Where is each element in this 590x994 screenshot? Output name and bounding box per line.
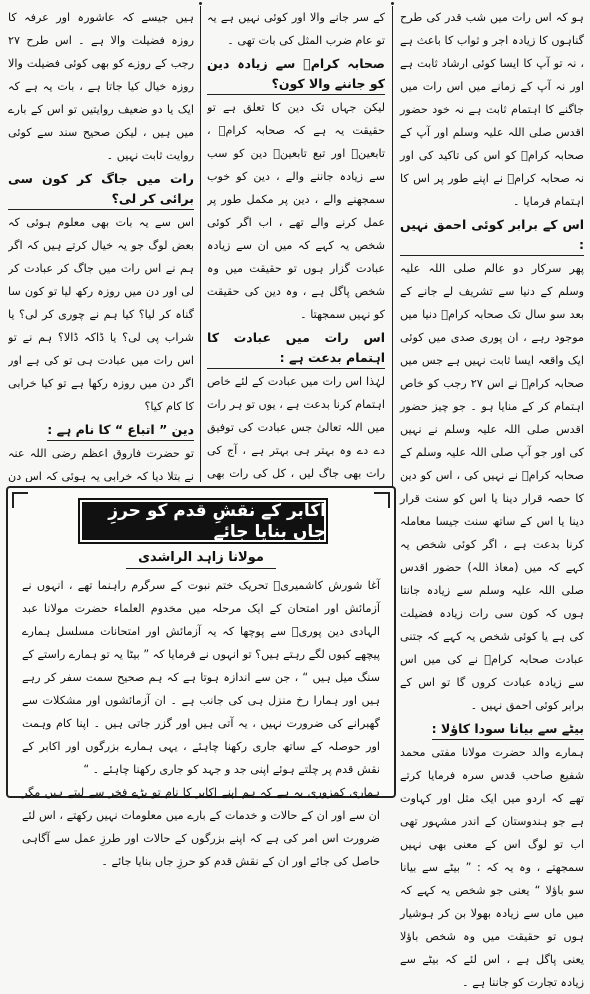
divider-ornament xyxy=(391,2,394,5)
column-right xyxy=(400,6,584,994)
divider-ornament xyxy=(199,2,202,5)
article-author: مولانا زاہد الراشدی xyxy=(126,548,276,569)
paragraph: تو حضرت فاروق اعظم رضی اللہ عنہ نے بتلا دیا کہ خرابی یہ ہوئی کہ اس دن xyxy=(8,447,194,482)
paragraph: لیکن جہاں تک دین کا تعلق ہے تو حقیقت یہ ہے کہ صحابہ کرامؓ ، تابعینؒ اور تبع تابعینؒ دین کو سب سے زیادہ جاننے والے ، دین کو خوب سمجھنے والے ، دین پر مکمل طور پر عمل کرنے والے تھے ، اب اگر کوئی شخص یہ کہے کہ میں ان سے زیادہ عبادت گزار ہوں تو حقیقت میں وہ شخص پاگل ہے ، وہ دین کی حقیقت کو نہیں سمجھتا ۔ xyxy=(207,101,385,321)
section-heading: اس رات میں عبادت کا اہتمام بدعت ہے : xyxy=(207,328,385,369)
section-heading: اس کے برابر کوئی احمق نہیں : xyxy=(400,215,584,256)
paragraph: ہماری کمزوری یہ ہے کہ ہم اپنے اکابر کا نام تو بڑے فخر سے لیتے ہیں مگر ان سے اور ان کے حالات و خدمات کے بارے میں معلومات نہیں رکھتے ، اس لئے ضرورت اس امر کی ہے کہ اپنے بزرگوں کے حالات اور طرزِ عمل سے آگاہی حاصل کی جائے اور ان کے نقش قدم کو حرزِ جاں بنایا جائے ۔ xyxy=(22,786,380,868)
paragraph: آغا شورش کاشمیریؒ تحریک ختم نبوت کے سرگرم راہنما تھے ، انہوں نے آزمائش اور امتحان کے ایک مرحلہ میں مخدوم العلماء حضرت مولانا عبد الہادی دین پوریؒ سے پوچھا کہ یہ آزمائش اور امتحانات مسلسل ہمارے پیچھے کیوں لگے رہتے ہیں؟ تو انہوں نے فرمایا کہ ” بیٹا یہ تو ہمارے راستے کے سنگ میل ہیں “ ، جن سے اندازہ ہوتا ہے کہ ہم صحیح سمت سفر کر رہے ہیں اور ہمارا رخ منزل ہی کی جانب ہے ۔ ان آزمائشوں اور مشکلات سے گھبرانے کی ضرورت نہیں ، یہ آتی ہیں اور گزر جاتی ہیں ۔ اپنا کام وہمت اور حوصلہ کے ساتھ جاری رکھنا چاہئے ، یہی ہمارے بزرگوں اور اکابر کے نقش قدم پر چلتے ہوئے اپنی جد و جہد کو جاری رکھنا چاہئے ۔ “ xyxy=(22,579,380,776)
section-heading: دین ” اتباع “ کا نام ہے : xyxy=(47,420,194,441)
section-heading: بیٹے سے بیانا سودا کاؤلا : xyxy=(432,719,584,740)
column-left xyxy=(8,6,194,482)
article-title: اکابر کے نقشِ قدم کو حرزِ جاں بنایا جائے xyxy=(108,501,326,542)
article-title-banner xyxy=(78,498,328,544)
column-divider-left xyxy=(200,6,201,482)
article-body xyxy=(22,574,380,873)
paragraph: ہمارے والد حضرت مولانا مفتی محمد شفیع صاحب قدس سرہ فرمایا کرتے تھے کہ اردو میں ایک مثل اور کہاوت ہے جو ہندوستان کے اندر مشہور تھی اب تو لوگ اس کے معنی بھی نہیں سمجھتے ، وہ یہ کہ : ” بیٹے سے بیانا سو باؤلا “ یعنی جو شخص یہ کہے کہ میں ماں سے زیادہ بھولا بن کر ہوشیار ہوں تو حقیقت میں وہ شخص باؤلا یعنی پاگل ہے ، اس لئے کہ بیٹے سے زیادہ تجارت کو جاننا ہے ۔ xyxy=(400,746,584,989)
paragraph: ہو کہ اس رات میں شب قدر کی طرح گناہوں کا زیادہ اجر و ثواب کا باعث ہے ، نہ تو آپ کا ایسا کوئی ارشاد ثابت ہے اور نہ آپ کے زمانے میں اس رات میں جاگنے کا اہتمام ثابت ہے نہ خود حضور اقدس صلی اللہ علیہ وسلم اور آپ کے صحابہ کرامؓ کو اس کی تاکید کی اور نہ صحابہ کرامؓ نے اپنے طور پر اس کا اہتمام فرمایا ۔ xyxy=(400,11,584,208)
section-heading: رات میں جاگ کر کون سی برائی کر لی؟ xyxy=(8,169,194,210)
paragraph: لہٰذا اس رات میں عبادت کے لئے خاص اہتمام کرنا بدعت ہے ، یوں تو ہر رات میں اللہ تعالیٰ جس عبادت کی توفیق دے دے وہ بہتر ہی بہتر ہے ، آج کی رات بھی جاگ لیں ، کل کی رات بھی xyxy=(207,375,385,480)
paragraph: اس سے یہ بات بھی معلوم ہوئی کہ بعض لوگ جو یہ خیال کرتے ہیں کہ اگر ہم نے اس رات میں جاگ کر عبادت کر لی اور دن میں روزہ رکھ لیا تو کون سا گناہ کر لیا؟ کیا ہم نے چوری کر لی؟ یا شراب پی لی؟ یا ڈاکہ ڈالا؟ ہم نے تو اس رات میں عبادت ہی تو کی ہے اور اگر دن میں روزہ رکھا ہے تو کیا خرابی کا کام کیا؟ xyxy=(8,216,194,413)
corner-ornament xyxy=(374,492,390,508)
boxed-article xyxy=(6,486,396,868)
paragraph: پھر سرکار دو عالم صلی اللہ علیہ وسلم کے دنیا سے تشریف لے جانے کے بعد سو سال تک صحابہ کرامؓ دنیا میں موجود رہے ، ان پوری صدی میں کوئی ایک واقعہ ایسا ثابت نہیں ہے جس میں صحابہ کرامؓ نے اس ۲۷ رجب کو خاص اہتمام کر کے منایا ہو ۔ جو چیز حضور اقدس صلی اللہ علیہ وسلم نے نہیں کی اور جو آپ صلی اللہ علیہ وسلم کے صحابہ کرامؓ نے نہیں کی ، اس کو دین کا حصہ قرار دینا یا اس کو سنت قرار دینا یا اس کے ساتھ سنت جیسا معاملہ کرنا بدعت ہے ، اگر کوئی شخص یہ کہے کہ میں (معاذ اللہ) حضور اقدس صلی اللہ علیہ وسلم سے زیادہ جانتا ہوں کہ کون سی رات زیادہ فضیلت کی ہے یا کوئی شخص یہ کہے کہ جتنی عبادت صحابہ کرامؓ نے کی میں اس سے زیادہ عبادت کروں گا تو اس کے برابر کوئی احمق نہیں ۔ xyxy=(400,262,584,712)
section-heading: صحابہ کرامؓ سے زیادہ دین کو جاننے والا کون؟ xyxy=(207,54,385,95)
paragraph: ہیں جیسے کہ عاشورہ اور عرفہ کا روزہ فضیلت والا ہے ۔ اس طرح ۲۷ رجب کے روزے کو بھی کوئی فضیلت والا روزہ خیال کیا جاتا ہے ، بات یہ ہے کہ ایک یا دو ضعیف روایتیں تو اس کے بارے میں ہیں ، لیکن صحیح سند سے کوئی روایت ثابت نہیں ۔ xyxy=(8,11,194,162)
corner-ornament xyxy=(12,492,28,508)
column-middle xyxy=(207,6,385,482)
paragraph: کے سر جانے والا اور کوئی نہیں ہے یہ تو عام ضرب المثل کی بات تھی ۔ xyxy=(207,11,385,47)
